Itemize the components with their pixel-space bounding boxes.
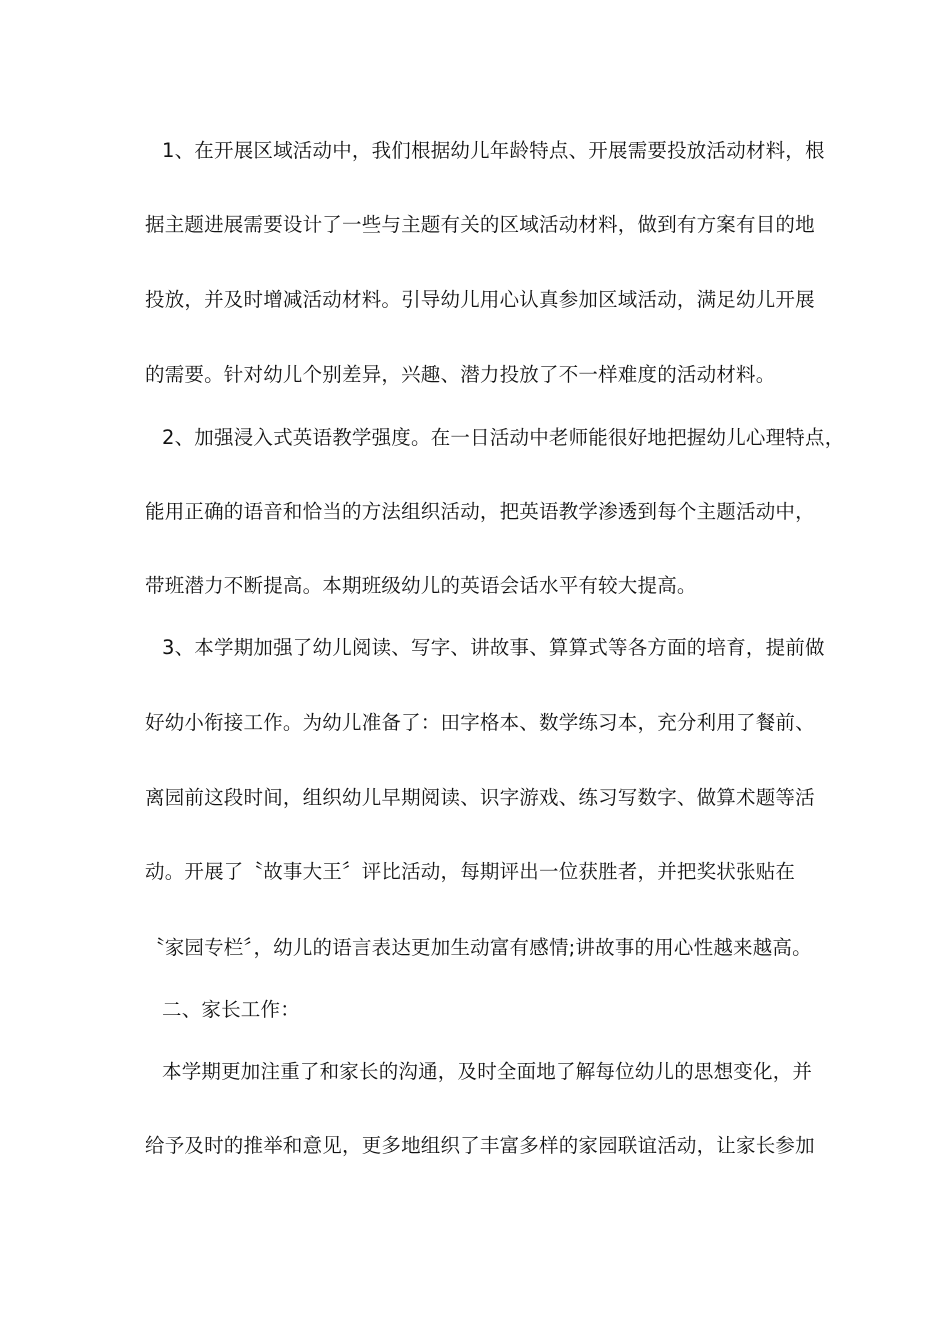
section-heading-parent-work: 二、家长工作： [162,998,300,1021]
paragraph-1-line-1: 1、在开展区域活动中，我们根据幼儿年龄特点、开展需要投放活动材料，根 [162,139,825,162]
paragraph-1-line-4: 的需要。针对幼儿个别差异，兴趣、潜力投放了不一样难度的活动材料。 [145,363,776,386]
paragraph-2-line-1: 2、加强浸入式英语教学强度。在一日活动中老师能很好地把握幼儿心理特点， [162,426,845,449]
paragraph-3-line-3: 离园前这段时间，组织幼儿早期阅读、识字游戏、练习写数字、做算术题等活 [145,786,815,809]
paragraph-3-line-4: 动。开展了〝故事大王〞评比活动，每期评出一位获胜者，并把奖状张贴在 [145,860,796,883]
paragraph-2-line-2: 能用正确的语音和恰当的方法组织活动，把英语教学渗透到每个主题活动中， [145,500,815,523]
paragraph-3-line-5: 〝家园专栏〞，幼儿的语言表达更加生动富有感情;讲故事的用心性越来越高。 [145,936,812,959]
paragraph-1-line-2: 据主题进展需要设计了一些与主题有关的区域活动材料，做到有方案有目的地 [145,213,815,236]
paragraph-1-line-3: 投放，并及时增减活动材料。引导幼儿用心认真参加区域活动，满足幼儿开展 [145,288,815,311]
paragraph-2-line-3: 带班潜力不断提高。本期班级幼儿的英语会话水平有较大提高。 [145,574,697,597]
paragraph-4-line-2: 给予及时的推举和意见，更多地组织了丰富多样的家园联谊活动，让家长参加 [145,1134,815,1157]
paragraph-4-line-1: 本学期更加注重了和家长的沟通，及时全面地了解每位幼儿的思想变化，并 [162,1060,813,1083]
paragraph-3-line-1: 3、本学期加强了幼儿阅读、写字、讲故事、算算式等各方面的培育，提前做 [162,636,825,659]
paragraph-3-line-2: 好幼小衔接工作。为幼儿准备了：田字格本、数学练习本，充分利用了餐前、 [145,711,815,734]
